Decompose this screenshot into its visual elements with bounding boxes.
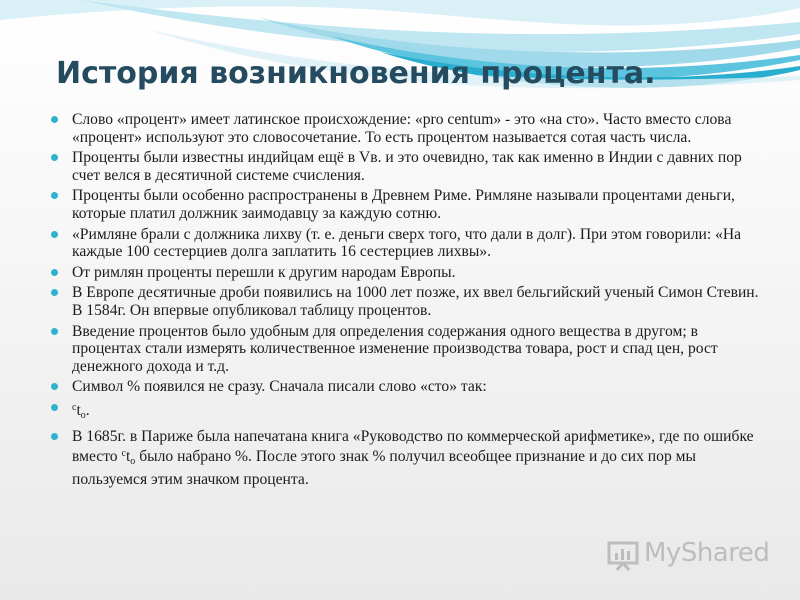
bullet-icon xyxy=(51,192,58,199)
bullet-icon xyxy=(51,231,58,238)
watermark-text: MyShared xyxy=(644,538,770,568)
list-item xyxy=(50,149,762,184)
symbol-main: t xyxy=(125,448,131,466)
list-item xyxy=(50,428,762,489)
watermark xyxy=(606,536,770,576)
symbol-sup: c xyxy=(72,401,77,413)
bullet-text: Проценты были особенно распространены в Древнем Риме. Римляне называли процентами деньги, которые платил должник заимодавцу за каждую сотню. xyxy=(72,187,735,222)
symbol-sup: c xyxy=(121,448,126,460)
symbol-sub: o xyxy=(130,456,136,468)
bullet-text: Введение процентов было удобным для определения содержания одного вещества в другом; в процентах стали измерять количественное изменение производства товара, рост и спад цен, рост денежного дохода и т.д. xyxy=(72,322,718,375)
symbol-main: t xyxy=(76,401,81,419)
list-item xyxy=(50,226,762,261)
bullet-text: Проценты были известны индийцам ещё в Vв. и это очевидно, так как именно в Индии с давних пор счет велся в десятичной системе счисления. xyxy=(72,149,742,184)
slide-title: История возникновения процента. xyxy=(56,56,656,91)
list-item xyxy=(50,111,762,146)
bullet-icon xyxy=(51,289,58,296)
bullet-icon xyxy=(51,433,58,440)
bullet-text: Слово «процент» имеет латинское происхождение: «pro centum» - это «на сто». Часто вместо слова «процент» используют это словосочетание. То есть процентом называется сотая часть числа. xyxy=(72,111,732,146)
list-item xyxy=(50,399,762,425)
list-item xyxy=(50,264,762,282)
bullet-text: Символ % появился не сразу. Сначала писали слово «сто» так: xyxy=(72,378,487,396)
bullet-text-part2: было набрано %. После этого знак % получил всеобщее признание и до сих пор мы пользуемся этим значком процента. xyxy=(72,448,696,488)
list-item xyxy=(50,284,762,319)
bullet-icon xyxy=(51,154,58,161)
bullet-text: «Римляне брали с должника лихву (т. е. деньги сверх того, что дали в долг). При этом говорили: «На каждые 100 сестерциев долга заплатить 16 сестерциев лихвы». xyxy=(72,225,742,261)
symbol-sub: o xyxy=(80,409,86,421)
bullet-icon xyxy=(51,404,58,411)
bullet-list xyxy=(50,111,762,491)
bullet-icon xyxy=(51,328,58,335)
bullet-icon xyxy=(51,383,58,390)
bullet-text-part1: В 1685г. в Париже была напечатана книга «Руководство по коммерческой арифметике», где по ошибке вместо xyxy=(72,427,754,466)
list-item xyxy=(50,187,762,222)
bullet-text: От римлян проценты перешли к другим народам Европы. xyxy=(72,263,456,281)
bullet-icon xyxy=(51,269,58,276)
presentation-board-icon xyxy=(606,538,640,572)
bullet-icon xyxy=(51,116,58,123)
symbol-tail: . xyxy=(85,401,90,419)
list-item xyxy=(50,378,762,396)
list-item xyxy=(50,323,762,376)
bullet-text: В Европе десятичные дроби появились на 1000 лет позже, их ввел бельгийский ученый Симон Стевин. В 1584г. Он впервые опубликовал таблицу процентов. xyxy=(72,284,759,319)
